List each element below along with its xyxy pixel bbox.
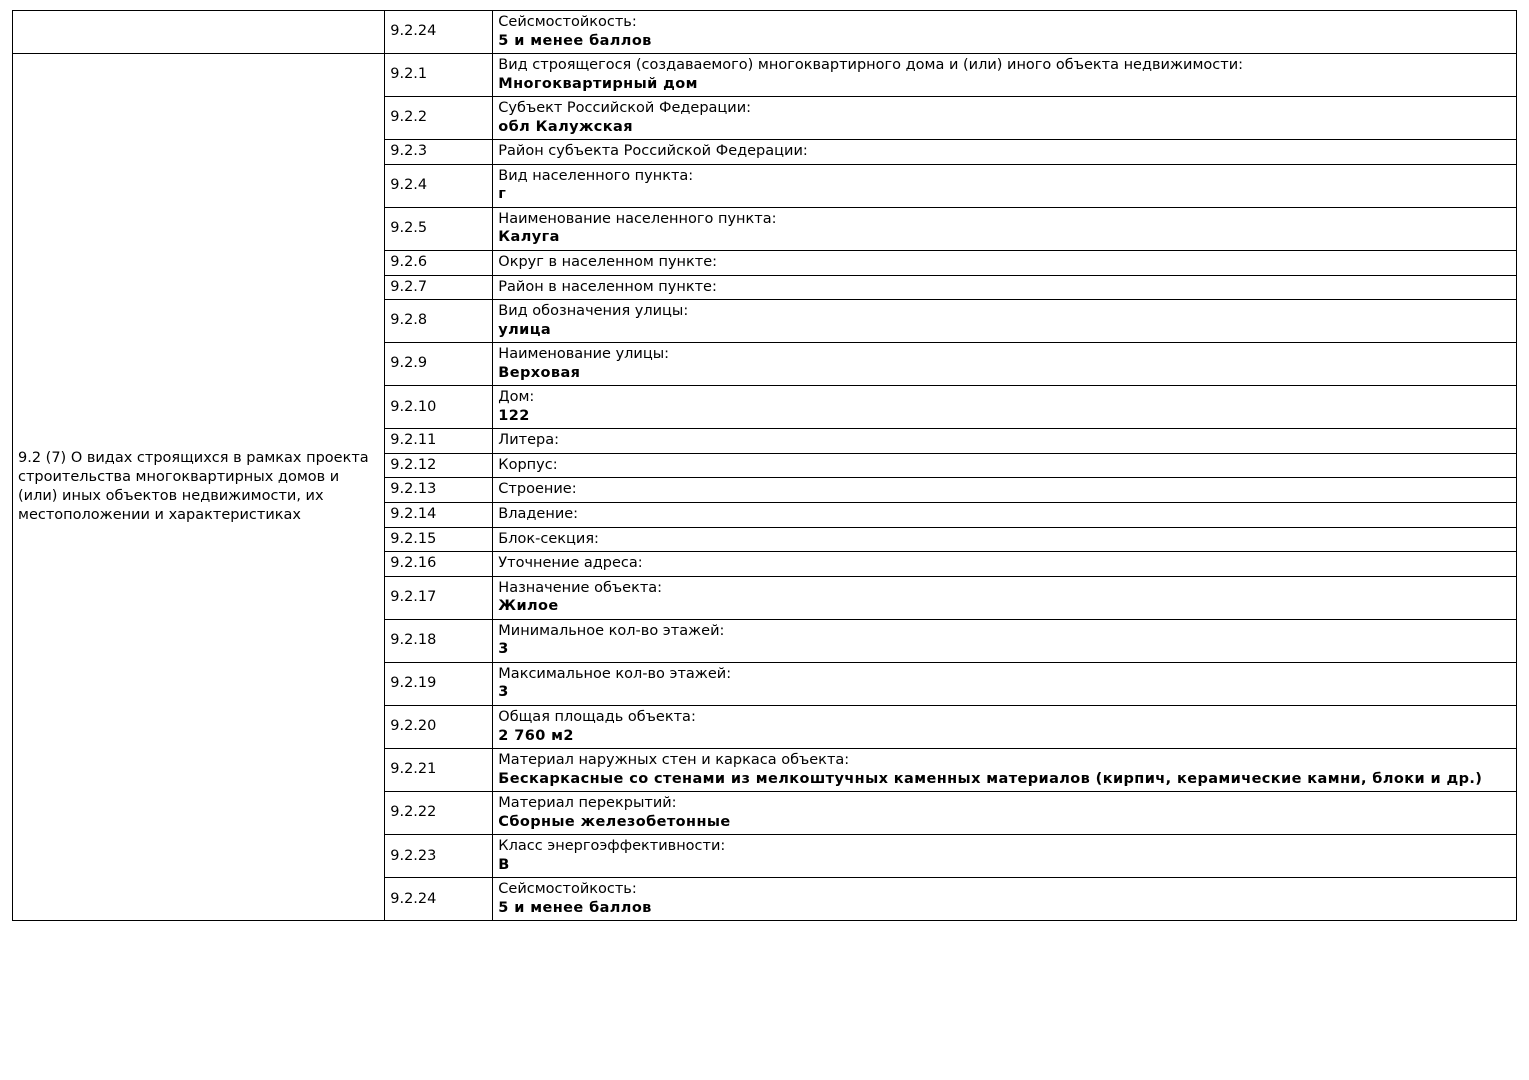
value-cell bbox=[493, 478, 1517, 503]
field-label: Максимальное кол-во этажей: bbox=[498, 665, 732, 682]
value-cell bbox=[493, 503, 1517, 528]
code-cell: 9.2.24 bbox=[385, 11, 493, 54]
value-cell bbox=[493, 386, 1517, 429]
field-value: Верховая bbox=[498, 364, 581, 381]
field-value: Бескаркасные со стенами из мелкоштучных каменных материалов (кирпич, керамические камни, блоки и др.) bbox=[498, 770, 1483, 787]
value-cell bbox=[493, 97, 1517, 140]
code-cell: 9.2.19 bbox=[385, 662, 493, 705]
code-cell: 9.2.21 bbox=[385, 749, 493, 792]
table-row bbox=[13, 11, 1517, 54]
table-body bbox=[13, 11, 1517, 921]
code-cell: 9.2.1 bbox=[385, 54, 493, 97]
field-value: В bbox=[498, 856, 510, 873]
code-cell: 9.2.8 bbox=[385, 300, 493, 343]
code-cell: 9.2.3 bbox=[385, 140, 493, 165]
field-label: Корпус: bbox=[498, 456, 558, 473]
code-cell: 9.2.24 bbox=[385, 878, 493, 921]
code-cell: 9.2.23 bbox=[385, 835, 493, 878]
field-label: Наименование населенного пункта: bbox=[498, 210, 777, 227]
value-cell bbox=[493, 140, 1517, 165]
code-cell: 9.2.15 bbox=[385, 527, 493, 552]
field-value: Многоквартирный дом bbox=[498, 75, 698, 92]
field-value: 3 bbox=[498, 641, 509, 658]
field-label: Литера: bbox=[498, 432, 559, 449]
code-cell: 9.2.16 bbox=[385, 552, 493, 577]
field-label: Наименование улицы: bbox=[498, 346, 670, 363]
field-value: улица bbox=[498, 321, 552, 338]
field-label: Материал перекрытий: bbox=[498, 795, 677, 812]
field-value: 3 bbox=[498, 684, 509, 701]
field-label: Класс энергоэффективности: bbox=[498, 838, 726, 855]
section-title-text: 9.2 (7) О видах строящихся в рамках проекта строительства многоквартирных домов и (или) иных объектов недвижимости, их местоположении и характеристиках bbox=[18, 449, 374, 523]
value-cell bbox=[493, 835, 1517, 878]
field-label: Район субъекта Российской Федерации: bbox=[498, 143, 808, 160]
value-cell bbox=[493, 792, 1517, 835]
value-cell bbox=[493, 207, 1517, 250]
code-cell: 9.2.13 bbox=[385, 478, 493, 503]
value-cell bbox=[493, 275, 1517, 300]
value-cell bbox=[493, 11, 1517, 54]
field-value: г bbox=[498, 186, 507, 203]
value-cell bbox=[493, 576, 1517, 619]
value-cell bbox=[493, 164, 1517, 207]
field-label: Сейсмостойкость: bbox=[498, 881, 637, 898]
field-value: обл Калужская bbox=[498, 118, 633, 135]
field-label: Вид населенного пункта: bbox=[498, 167, 694, 184]
field-value: 2 760 м2 bbox=[498, 727, 574, 744]
field-label: Владение: bbox=[498, 506, 579, 523]
field-label: Субъект Российской Федерации: bbox=[498, 100, 752, 117]
field-value: Сборные железобетонные bbox=[498, 813, 731, 830]
field-label: Вид строящегося (создаваемого) многоквартирного дома и (или) иного объекта недвижимости: bbox=[498, 57, 1244, 74]
field-label: Дом: bbox=[498, 389, 535, 406]
code-cell: 9.2.7 bbox=[385, 275, 493, 300]
code-cell: 9.2.6 bbox=[385, 251, 493, 276]
code-cell: 9.2.17 bbox=[385, 576, 493, 619]
field-value: Жилое bbox=[498, 598, 559, 615]
field-label: Район в населенном пункте: bbox=[498, 278, 717, 295]
field-label: Материал наружных стен и каркаса объекта: bbox=[498, 752, 850, 769]
field-label: Вид обозначения улицы: bbox=[498, 303, 689, 320]
field-label: Сейсмостойкость: bbox=[498, 14, 637, 30]
value-cell bbox=[493, 662, 1517, 705]
value-cell bbox=[493, 705, 1517, 748]
value-cell bbox=[493, 343, 1517, 386]
code-cell: 9.2.2 bbox=[385, 97, 493, 140]
value-cell bbox=[493, 552, 1517, 577]
field-value: 5 и менее баллов bbox=[498, 899, 652, 916]
field-label: Минимальное кол-во этажей: bbox=[498, 622, 725, 639]
value-cell bbox=[493, 749, 1517, 792]
value-cell bbox=[493, 619, 1517, 662]
table-row bbox=[13, 54, 1517, 97]
code-cell: 9.2.10 bbox=[385, 386, 493, 429]
field-value: Калуга bbox=[498, 229, 560, 246]
value-cell bbox=[493, 54, 1517, 97]
field-label: Назначение объекта: bbox=[498, 579, 663, 596]
value-cell bbox=[493, 251, 1517, 276]
project-declaration-table bbox=[12, 10, 1517, 921]
value-cell bbox=[493, 878, 1517, 921]
code-cell: 9.2.11 bbox=[385, 429, 493, 454]
field-value: 122 bbox=[498, 407, 530, 424]
code-cell: 9.2.12 bbox=[385, 453, 493, 478]
value-cell bbox=[493, 300, 1517, 343]
field-label: Строение: bbox=[498, 481, 577, 498]
field-value: 5 и менее баллов bbox=[498, 32, 652, 49]
value-cell bbox=[493, 453, 1517, 478]
field-label: Округ в населенном пункте: bbox=[498, 254, 718, 271]
code-cell: 9.2.14 bbox=[385, 503, 493, 528]
field-label: Уточнение адреса: bbox=[498, 555, 643, 572]
code-cell: 9.2.4 bbox=[385, 164, 493, 207]
field-label: Блок-секция: bbox=[498, 530, 599, 547]
code-cell: 9.2.22 bbox=[385, 792, 493, 835]
value-cell bbox=[493, 527, 1517, 552]
value-cell bbox=[493, 429, 1517, 454]
code-cell: 9.2.5 bbox=[385, 207, 493, 250]
code-cell: 9.2.20 bbox=[385, 705, 493, 748]
section-title-cell bbox=[13, 54, 385, 921]
section-cell-continuation bbox=[13, 11, 385, 54]
code-cell: 9.2.18 bbox=[385, 619, 493, 662]
code-cell: 9.2.9 bbox=[385, 343, 493, 386]
field-label: Общая площадь объекта: bbox=[498, 708, 696, 725]
